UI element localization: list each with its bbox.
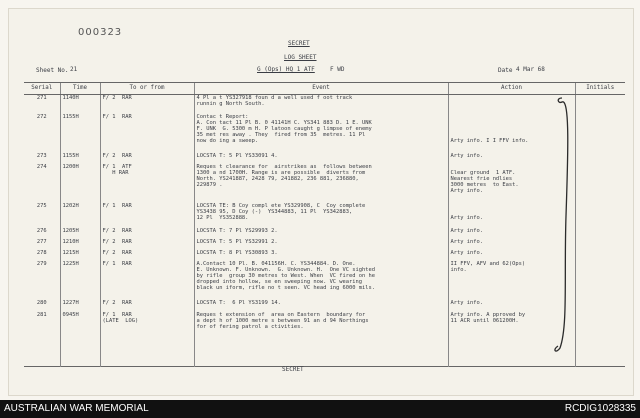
cell-initials bbox=[575, 228, 625, 239]
cell-serial: 273 bbox=[36, 152, 47, 159]
cell-to-from: F/ 2 RAR bbox=[100, 239, 194, 250]
document-title: LOG SHEET bbox=[284, 54, 317, 61]
header-initials: Initials bbox=[575, 83, 625, 95]
table-row bbox=[24, 312, 625, 334]
cell-time: 0945H bbox=[60, 312, 100, 334]
cell-event: 4 Pl a t YS327918 foun d a well used f oot track runnin g North South. bbox=[194, 95, 448, 114]
archive-name: AUSTRALIAN WAR MEMORIAL bbox=[4, 403, 149, 414]
cell-initials bbox=[575, 312, 625, 334]
cell-action: Arty info. A pproved by 11 ACR until 061200H. bbox=[448, 312, 575, 334]
cell-time: 1155H bbox=[60, 153, 100, 164]
cell-action: Arty info. I I FFV info. bbox=[448, 114, 575, 153]
table-row bbox=[24, 114, 625, 153]
cell-to-from: F/ 2 RAR bbox=[100, 300, 194, 312]
cell-to-from: F/ 1 ATF H RAR bbox=[100, 164, 194, 203]
cell-time: 1140H bbox=[60, 95, 100, 114]
cell-time: 1227H bbox=[60, 300, 100, 312]
log-table bbox=[24, 82, 625, 367]
table-row bbox=[24, 250, 625, 261]
page-number: 000323 bbox=[78, 27, 123, 38]
cell-time: 1202H bbox=[60, 203, 100, 228]
cell-event: LOCSTA T: 5 Pl YS33091 4. bbox=[194, 153, 448, 164]
table-row bbox=[24, 300, 625, 312]
cell-action: Arty info. bbox=[448, 250, 575, 261]
cell-to-from: F/ 1 RAR (LATE LOG) bbox=[100, 312, 194, 334]
cell-to-from: F/ 2 RAR bbox=[100, 153, 194, 164]
cell-to-from: F/ 1 RAR bbox=[100, 114, 194, 153]
cell-initials bbox=[575, 114, 625, 153]
table-blank-row bbox=[24, 334, 625, 367]
cell-event: LOCSTA T: 7 Pl YS29993 2. bbox=[194, 228, 448, 239]
date-value: 4 Mar 68 bbox=[516, 66, 545, 73]
cell-action: Clear ground 1 ATF. Nearest frie ndlies 3000 metres to East. Arty info. bbox=[448, 164, 575, 203]
cell-event: Reques t clearance for airstrikes as follows between 1300 a nd 1700H. Range is are possible diverts from North. YS241887, 2428 79, 241882, 236 881, 236880, 229879 . bbox=[194, 164, 448, 203]
cell-initials bbox=[575, 250, 625, 261]
cell-initials bbox=[575, 203, 625, 228]
cell-time: 1205H bbox=[60, 228, 100, 239]
cell-time: 1155H bbox=[60, 114, 100, 153]
table-row bbox=[24, 164, 625, 203]
archive-footer-bar bbox=[0, 400, 640, 418]
table-row bbox=[24, 261, 625, 300]
cell-action: Arty info. bbox=[448, 239, 575, 250]
header-to-or-from: To or from bbox=[100, 83, 194, 95]
cell-time: 1210H bbox=[60, 239, 100, 250]
initials-bracket-mark bbox=[548, 96, 578, 358]
cell-action: II FFV, AFV and 62(Ops) info. bbox=[448, 261, 575, 300]
cell-initials bbox=[575, 239, 625, 250]
sheet-number-value: 21 bbox=[70, 66, 78, 73]
cell-action: Arty info. bbox=[448, 300, 575, 312]
header-serial: Serial bbox=[24, 83, 60, 95]
cell-initials bbox=[575, 153, 625, 164]
header-event: Event bbox=[194, 83, 448, 95]
table-row bbox=[24, 95, 625, 114]
cell-initials bbox=[575, 261, 625, 300]
cell-serial: 279 bbox=[36, 260, 47, 267]
cell-serial: 276 bbox=[36, 227, 47, 234]
cell-serial: 272 bbox=[36, 113, 47, 120]
record-id: RCDIG1028335 bbox=[564, 403, 636, 414]
cell-event: LOCSTA T: 6 Pl YS3199 14. bbox=[194, 300, 448, 312]
table-header-row bbox=[24, 83, 625, 95]
cell-serial: 277 bbox=[36, 238, 47, 245]
cell-to-from: F/ 1 RAR bbox=[100, 261, 194, 300]
cell-action: Arty info. bbox=[448, 203, 575, 228]
cell-event: LOCSTA T: 8 Pl YS30893 3. bbox=[194, 250, 448, 261]
classification-header: SECRET bbox=[288, 40, 310, 47]
cell-serial: 280 bbox=[36, 299, 47, 306]
cell-time: 1215H bbox=[60, 250, 100, 261]
header-time: Time bbox=[60, 83, 100, 95]
sheet-number-label: Sheet No. bbox=[36, 67, 69, 74]
cell-initials bbox=[575, 300, 625, 312]
classification-footer: SECRET bbox=[282, 366, 304, 373]
cell-to-from: F/ 2 RAR bbox=[100, 250, 194, 261]
table-row bbox=[24, 228, 625, 239]
cell-initials bbox=[575, 164, 625, 203]
unit-suffix: F WD bbox=[330, 66, 345, 73]
cell-action: Arty info. bbox=[448, 153, 575, 164]
cell-time: 1200H bbox=[60, 164, 100, 203]
cell-initials bbox=[575, 95, 625, 114]
unit-name: G (Ops) HQ 1 ATF bbox=[257, 66, 315, 73]
cell-event: A.Contact 10 Pl. B. 041156H. C. YS344884. D. One. E. Unknown. F. Unknown. G. Unknown. H. One VC sighted by rifle group 30 metres to West. When VC fired on he dropped into hollow, se en sweeping now. VC wearing black un iform, rifle no t seen. VC head ing 6000 mils. bbox=[194, 261, 448, 300]
table-row bbox=[24, 153, 625, 164]
cell-event: LOCSTA T: 5 Pl YS32991 2. bbox=[194, 239, 448, 250]
cell-serial: 281 bbox=[36, 311, 47, 318]
cell-serial: 275 bbox=[36, 202, 47, 209]
cell-action: Arty info. bbox=[448, 228, 575, 239]
cell-serial: 278 bbox=[36, 249, 47, 256]
cell-time: 1225H bbox=[60, 261, 100, 300]
cell-event: Reques t extension of area on Eastern boundary for a dept h of 1000 metre s between 91 an d 94 Northings for of fering patrol a ctivities. bbox=[194, 312, 448, 334]
cell-event: Contac t Report: A. Con tact 11 Pl B. 0 41141H C. YS341 883 D. 1 E. UNK F. UNK G. 5300 m H. P latoon caught g limpse of enemy 35 met res away . They fired from 35 metres. 11 Pl now do ing a sweep. bbox=[194, 114, 448, 153]
cell-serial: 271 bbox=[36, 95, 47, 101]
table-row bbox=[24, 203, 625, 228]
cell-serial: 274 bbox=[36, 163, 47, 170]
cell-to-from: F/ 2 RAR bbox=[100, 95, 194, 114]
date-label: Date bbox=[498, 67, 513, 74]
cell-event: LOCSTA TE: B Coy compl ete YS329908, C Coy complete YS3438 95, D Coy (-) YS344883, 11 Pl YS342883, 12 Pl YS352888. bbox=[194, 203, 448, 228]
cell-to-from: F/ 2 RAR bbox=[100, 228, 194, 239]
header-action: Action bbox=[448, 83, 575, 95]
cell-to-from: F/ 1 RAR bbox=[100, 203, 194, 228]
table-row bbox=[24, 239, 625, 250]
